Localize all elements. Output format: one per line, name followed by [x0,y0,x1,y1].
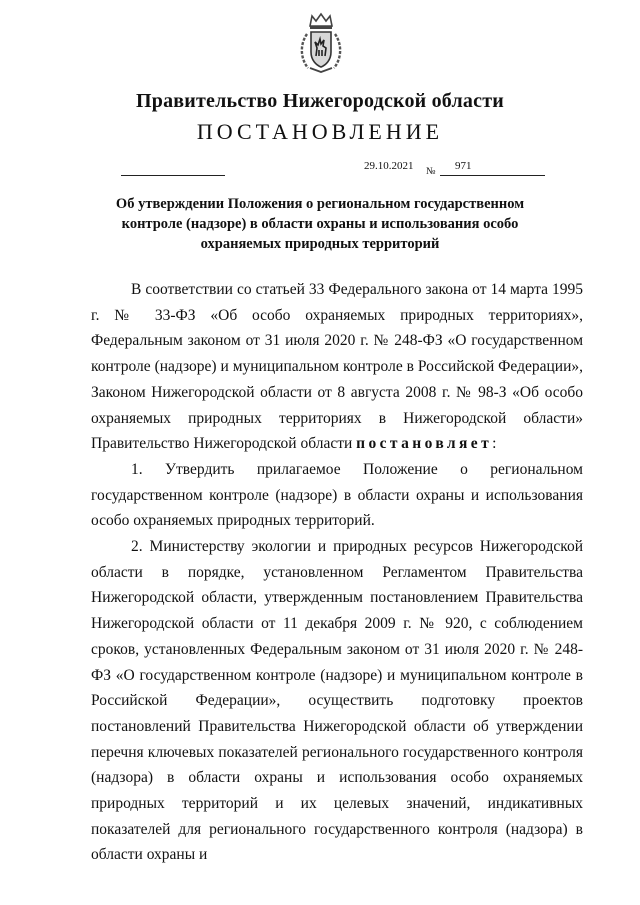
date-underline-left [121,175,225,176]
document-number: 971 [455,160,472,172]
item-paragraph-2: 2. Министерству экологии и природных ресурсов Нижегородской области в порядке, установленном Регламентом Правительства Нижегородской области, утвержденным постановлением Правительства Нижегородской области от 11 декабря 2009 г. № 920, с соблюдением сроков, установленных Федеральным законом от 31 июля 2020 г. № 248-ФЗ «О государственном контроле (надзоре) и муниципальном контроле в Российской Федерации», осуществить подготовку проектов постановлений Правительства Нижегородской области об утверждении перечня ключевых показателей регионального государственного контроля (надзора) в области охраны и использования особо охраняемых природных территорий и их целевых значений, индикативных показателей для регионального государственного контроля (надзора) в области охраны и [91,538,583,864]
document-date: 29.10.2021 [364,160,414,172]
document-heading: Об утверждении Положения о региональном государственном контроле (надзоре) в области охраны и использования особо охраняемых природных территорий [115,196,525,252]
resolves-word: постановляет [356,435,493,453]
document-type: ПОСТАНОВЛЕНИЕ [196,119,444,144]
coat-of-arms-icon [298,12,344,74]
preamble-text: В соответствии со статьей 33 Федерального закона от 14 марта 1995 г. № 33-ФЗ «Об особо охраняемых природных территориях», Федеральным законом от 31 июля 2020 г. № 248-ФЗ «О государственном контроле (надзоре) и муниципальном контроле в Российской Федерации», Законом Нижегородской области от 8 августа 2008 г. № 98-З «Об особо охраняемых природных территориях в Нижегородской области» Правительство Нижегородской области [91,281,583,453]
item-paragraph-1: 1. Утвердить прилагаемое Положение о региональном государственном контроле (надзоре) в области охраны и использования особо охраняемых природных территорий. [91,460,583,530]
number-underline [440,175,545,176]
document-body [91,277,583,868]
organization-title: Правительство Нижегородской области [136,90,504,112]
number-label: № [426,166,436,177]
preamble-paragraph [91,277,583,457]
preamble-colon: : [492,435,497,453]
